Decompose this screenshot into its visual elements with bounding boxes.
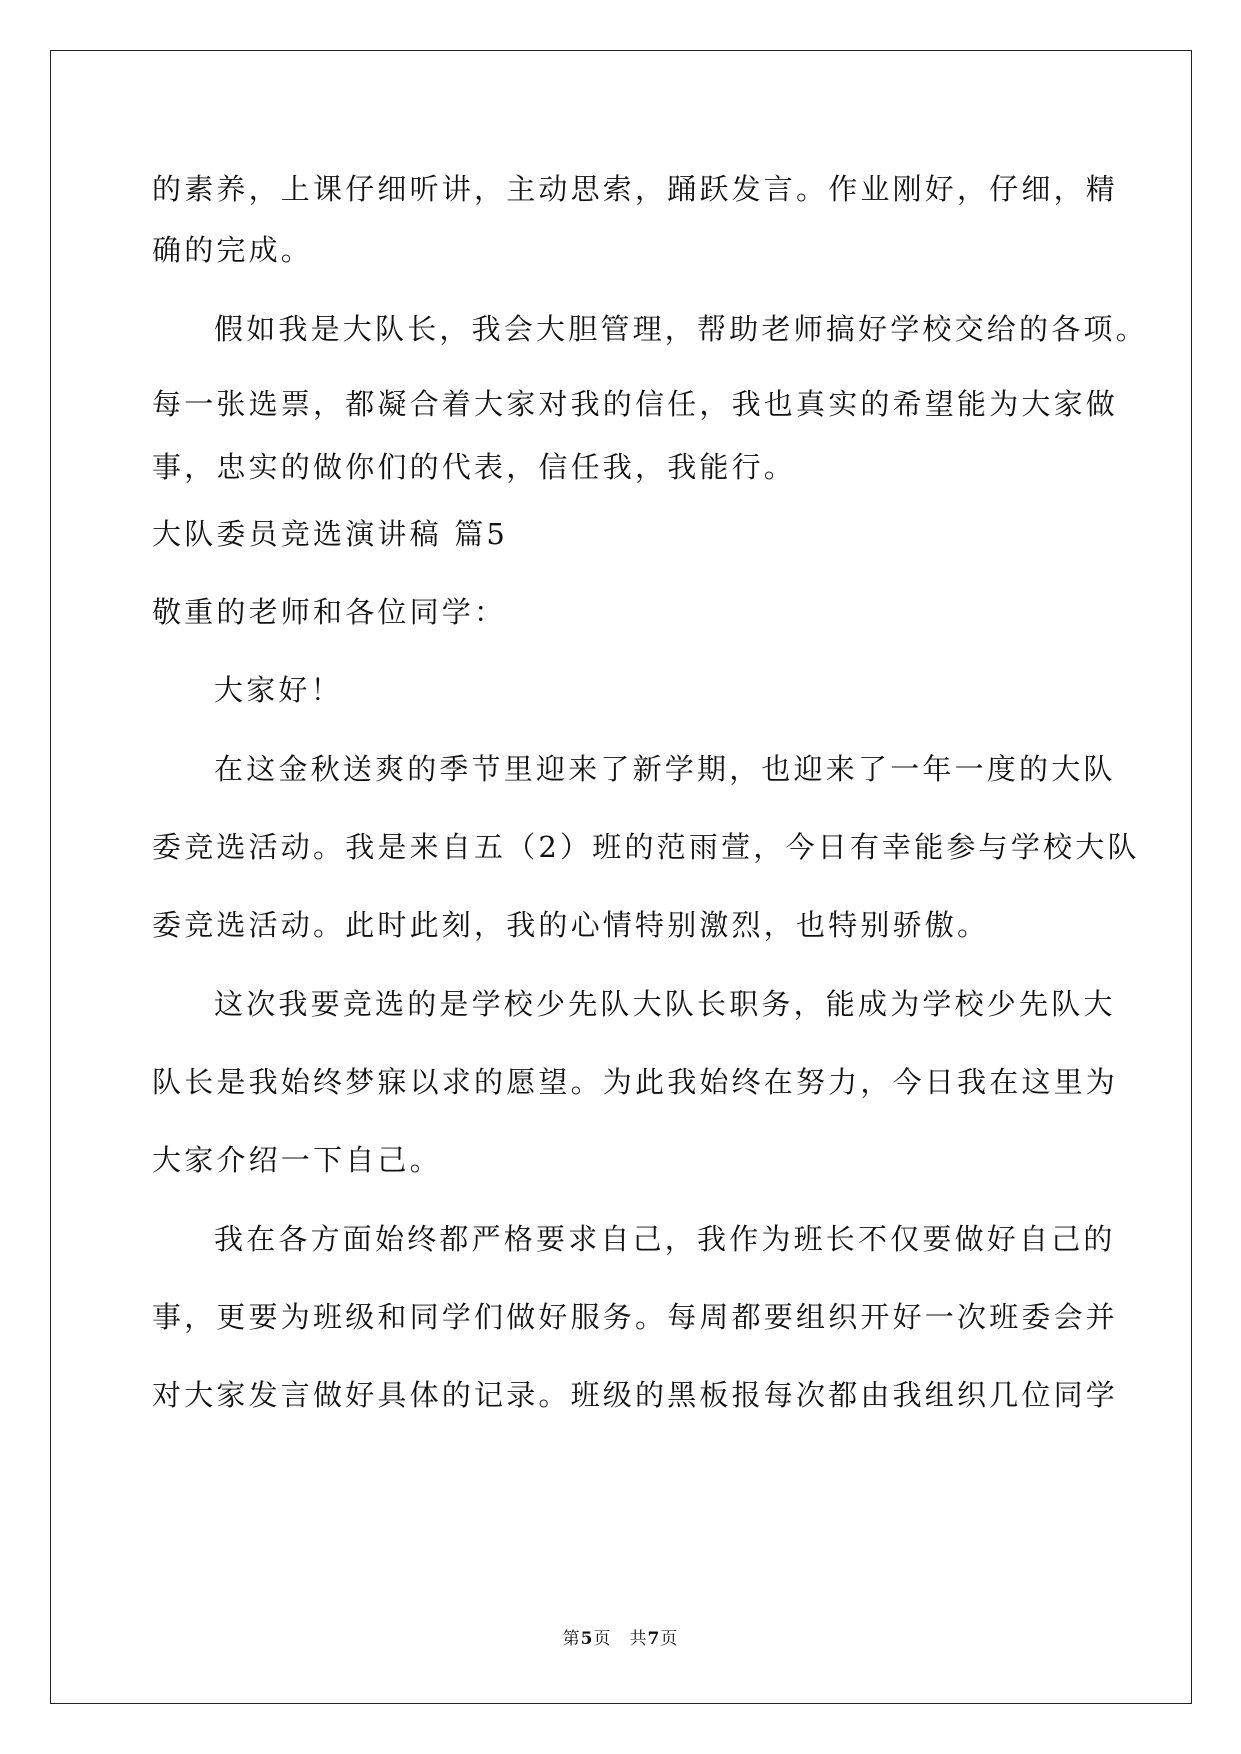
footer-prefix: 第 — [562, 1629, 581, 1649]
body-line: 委竞选活动。我是来自五（2）班的范雨萱，今日有幸能参与学校大队 — [152, 830, 1140, 864]
body-line: 委竞选活动。此时此刻，我的心情特别激烈，也特别骄傲。 — [152, 908, 990, 942]
body-line: 对大家发言做好具体的记录。班级的黑板报每次都由我组织几位同学 — [152, 1378, 1119, 1412]
body-line: 这次我要竞选的是学校少先队大队长职务，能成为学校少先队大 — [214, 987, 1116, 1021]
page-footer — [0, 1624, 1241, 1649]
current-page-number: 5 — [580, 1629, 594, 1649]
body-line: 每一张选票，都凝合着大家对我的信任，我也真实的希望能为大家做 — [152, 387, 1119, 421]
footer-middle: 页 共 — [593, 1629, 648, 1649]
body-line: 的素养，上课仔细听讲，主动思索，踊跃发言。作业刚好，仔细，精 — [152, 172, 1119, 206]
footer-suffix: 页 — [660, 1629, 679, 1649]
body-line: 事，更要为班级和同学们做好服务。每周都要组织开好一次班委会并 — [152, 1300, 1119, 1334]
body-line: 大家介绍一下自己。 — [152, 1143, 442, 1177]
body-line: 我在各方面始终都严格要求自己，我作为班长不仅要做好自己的 — [214, 1222, 1116, 1256]
body-line: 队长是我始终梦寐以求的愿望。为此我始终在努力，今日我在这里为 — [152, 1065, 1119, 1099]
salutation: 敬重的老师和各位同学： — [152, 595, 507, 629]
total-page-count: 7 — [647, 1629, 661, 1649]
body-line: 确的完成。 — [152, 233, 314, 267]
body-line: 假如我是大队长，我会大胆管理，帮助老师搞好学校交给的各项。 — [214, 312, 1148, 346]
body-line: 事，忠实的做你们的代表，信任我，我能行。 — [152, 450, 797, 484]
page-border — [50, 50, 1192, 1704]
section-heading: 大队委员竞选演讲稿 篇5 — [152, 517, 509, 551]
body-line: 在这金秋送爽的季节里迎来了新学期，也迎来了一年一度的大队 — [214, 752, 1116, 786]
greeting: 大家好！ — [214, 673, 343, 707]
